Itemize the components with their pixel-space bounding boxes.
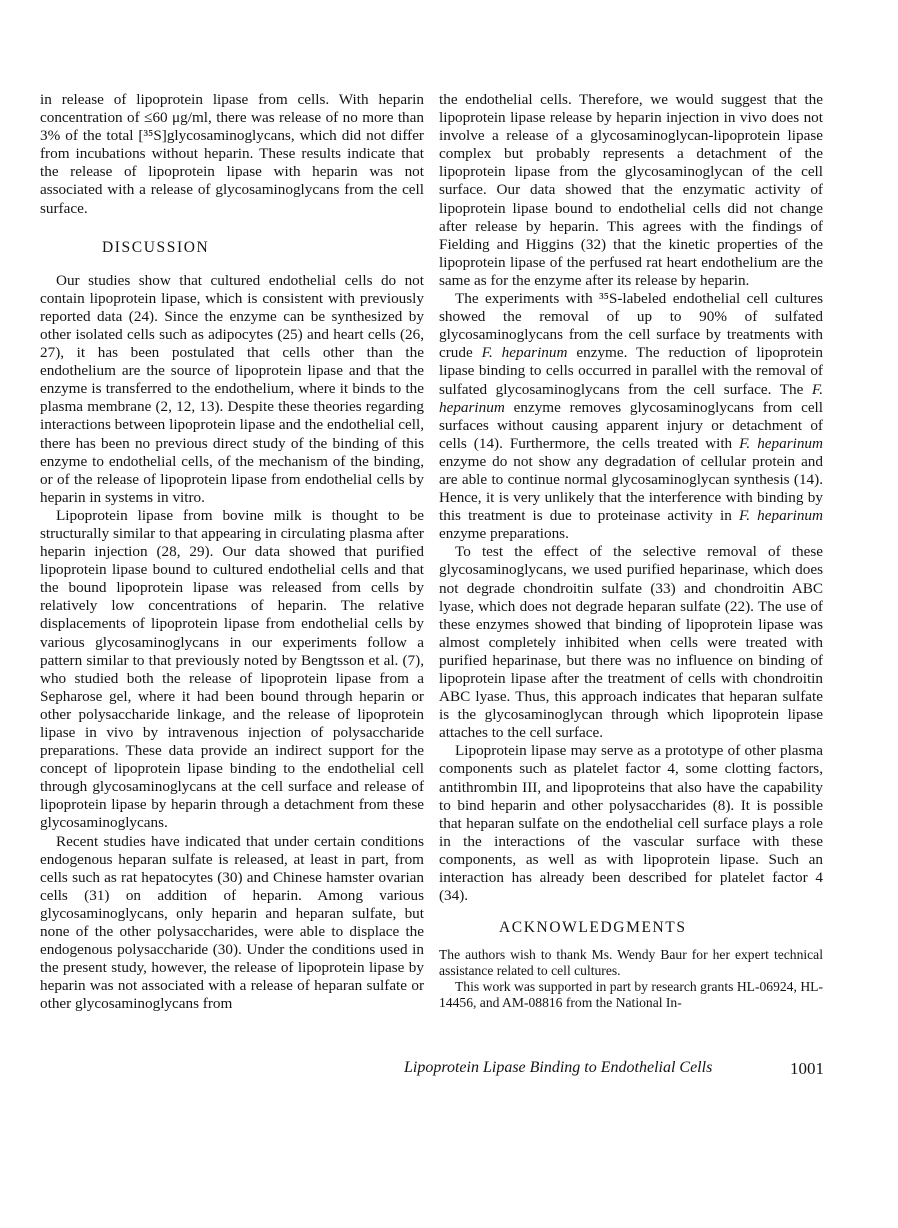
paragraph-discussion-5: To test the effect of the selective removal of these glycosaminoglycans, we used purified heparinase, which does not degrade chondroitin sulfate (33) and chondroitin ABC lyase, which does not degrade heparan sulfate (22). The use of these enzymes showed that binding of lipoprotein lipase was almost completely inhibited when cells were treated with purified heparinase, but there was no influence on binding of lipoprotein lipase after the treatment of cells with chondroitin ABC lyase. Thus, this approach indicates that heparan sulfate is the glycosaminoglycan through which lipoprotein lipase attaches to the cell surface. (439, 543, 823, 742)
text-run: The experiments with ³⁵S-labeled endothelial cell cultures showed the removal of up to 90% of sulfated glycosaminoglycans from the cell surface by treatments with crude (439, 290, 823, 362)
paragraph-discussion-3-cont: the endothelial cells. Therefore, we would suggest that the lipoprotein lipase release by heparin injection in vivo does not involve a release of a glycosaminoglycan-lipoprotein lipase complex but probably represents a detachment of the lipoprotein lipase from the glycosaminoglycan of the cell surface. Our data showed that the enzymatic activity of lipoprotein lipase bound to endothelial cells did not change after release by heparin. This agrees with the findings of Fielding and Higgins (32) that the kinetic properties of the lipoprotein lipase of the perfused rat heart endothelium are the same as for the enzyme after its release by heparin. (439, 91, 823, 289)
paragraph-discussion-3: Recent studies have indicated that under certain conditions endogenous heparan sulfate is released, at least in part, from cells such as rat hepatocytes (30) and Chinese hamster ovarian cells (31) on addition of heparin. Among various glycosaminoglycans, only heparin and heparan sulfate, but none of the other polysaccharides, were able to displace the endogenous polysaccharide (30). Under the conditions used in the present study, however, the release of lipoprotein lipase by heparin was not associated with a release of heparan sulfate or other glycosaminoglycans from (40, 832, 424, 1013)
paragraph-discussion-1: Our studies show that cultured endothelial cells do not contain lipoprotein lipase, which is consistent with previously reported data (24). Since the enzyme can be synthesized by other isolated cells such as adipocytes (25) and heart cells (26, 27), it has been postulated that cells other than the endothelium are the source of lipoprotein lipase and that the enzyme is transferred to the endothelium, where it binds to the plasma membrane (2, 12, 13). Despite these theories regarding interactions between lipoprotein lipase and the endothelial cell, there has been no previous direct study of the binding of this enzyme to endothelial cells, of the mechanism of the binding, or of the release of lipoprotein lipase from endothelial cells by heparin in systems in vitro. (40, 271, 424, 506)
species-name: F. heparinum (481, 344, 568, 362)
ack-paragraph-2: This work was supported in part by research grants HL-06924, HL-14456, and AM-08816 from the National In- (439, 979, 823, 1011)
paragraph-results-end: in release of lipoprotein lipase from cells. With heparin concentration of ≤60 μg/ml, there was release of no more than 3% of the total [³⁵S]glycosaminoglycans, which did not differ from incubations without heparin. These results indicate that the release of lipoprotein lipase with heparin was not associated with a release of glycosaminoglycans from the cell surface. (40, 91, 424, 217)
page-number: 1001 (790, 1059, 824, 1078)
page-footer (404, 1059, 824, 1077)
paragraph-discussion-6: Lipoprotein lipase may serve as a prototype of other plasma components such as platelet factor 4, some clotting factors, antithrombin III, and lipoproteins that also have the capability to bind heparin and other polysaccharides (8). It is possible that heparan sulfate on the endothelial cell surface plays a role in the interactions of the vascular surface with these components, as well as with lipoprotein lipase. Such an interaction has already been described for platelet factor 4 (34). (439, 742, 823, 905)
section-heading-discussion: DISCUSSION (102, 238, 210, 256)
acknowledgments (439, 947, 823, 1011)
paragraph-discussion-4 (439, 290, 823, 543)
left-column (40, 91, 424, 1014)
paragraph-discussion-2: Lipoprotein lipase from bovine milk is thought to be structurally similar to that appearing in circulating plasma after heparin injection (28, 29). Our data showed that purified lipoprotein lipase bound to cultured endothelial cells and that the bound lipoprotein lipase was released from cells by relatively low concentrations of heparin. The relative displacements of lipoprotein lipase from endothelial cells by various glycosaminoglycans in our experiments follow a pattern similar to that previously noted by Bengtsson et al. (7), who studied both the release of lipoprotein lipase from a Sepharose gel, where it had been bound through heparin or other polysaccharide linkage, and the release of lipoprotein lipase in vivo by intravenous injection of polysaccharide preparations. These data provide an indirect support for the concept of lipoprotein lipase binding to the endothelial cell through glycosaminoglycans at the cell surface and release of lipoprotein lipase by heparin through a detachment from these glycosaminoglycans. (40, 506, 424, 832)
running-title: Lipoprotein Lipase Binding to Endothelial Cells (404, 1059, 713, 1076)
section-heading-acknowledgments: ACKNOWLEDGMENTS (499, 919, 687, 937)
text-run: enzyme. The reduction of lipoprotein lipase binding to cells occurred in parallel with the removal of sulfated glycosaminoglycans from the cell surface. The (439, 344, 823, 398)
species-name: F. heparinum (739, 434, 823, 452)
species-name: F. heparinum (439, 380, 823, 416)
text-run: enzyme do not show any degradation of cellular protein and are able to continue normal glycosaminoglycan synthesis (14). Hence, it is very unlikely that the interference with binding by this treatment is due to proteinase activity in (439, 452, 823, 525)
right-column (439, 91, 823, 1011)
ack-paragraph-1: The authors wish to thank Ms. Wendy Baur for her expert technical assistance related to cell cultures. (439, 947, 823, 979)
species-name: F. heparinum (738, 507, 823, 525)
text-run: enzyme removes glycosaminoglycans from cell surfaces without causing apparent injury or detachment of cells (14). Furthermore, the cells treated with (439, 398, 823, 452)
text-run: enzyme preparations. (439, 525, 569, 543)
